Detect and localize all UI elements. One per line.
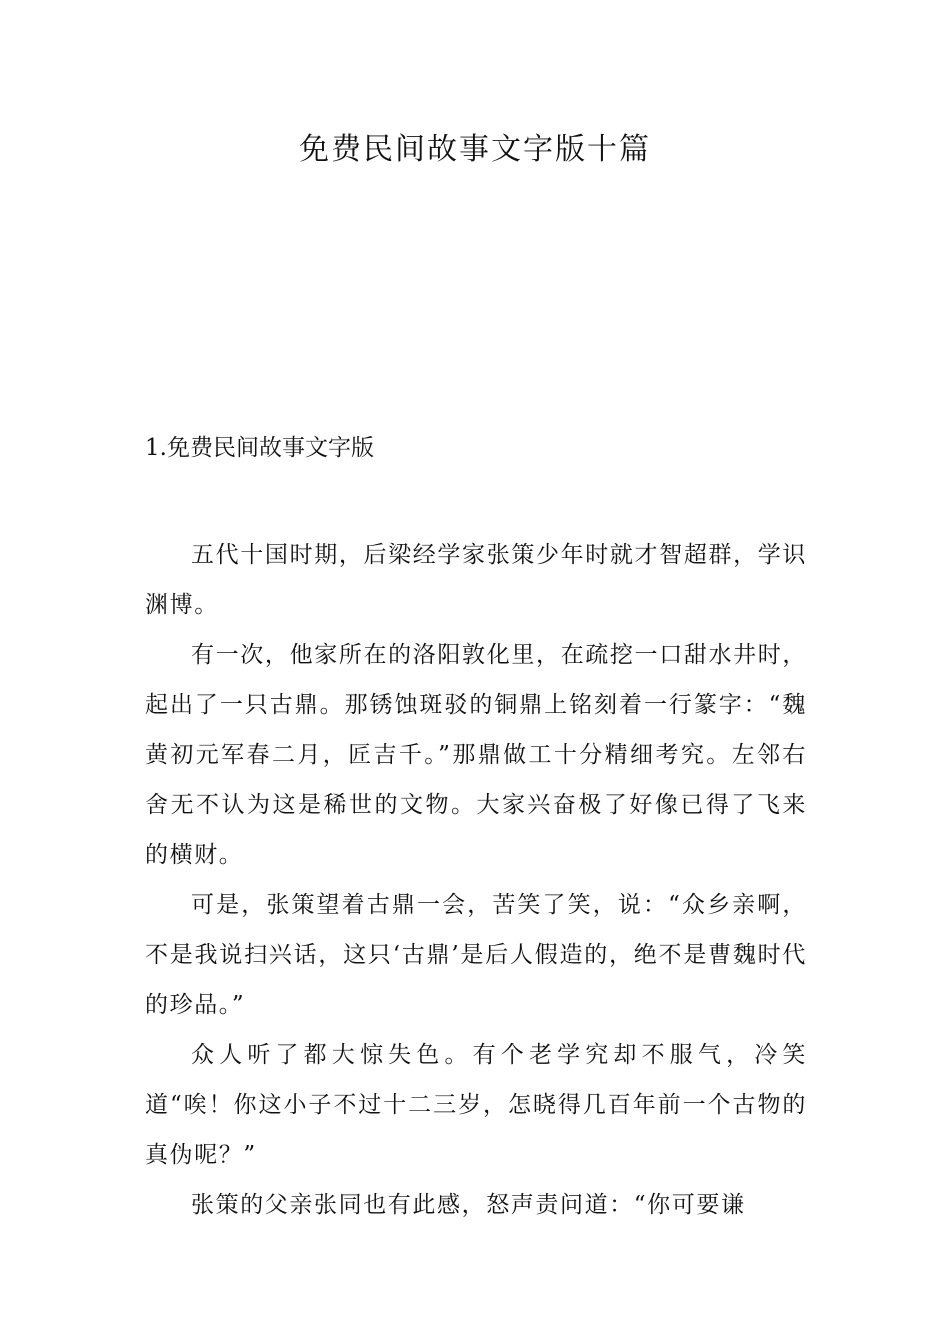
body-text [145, 530, 807, 1230]
paragraph: 众人听了都大惊失色。有个老学究却不服气，冷笑道“唉！你这小子不过十二三岁，怎晓得几百年前一个古物的真伪呢？” [145, 1042, 807, 1168]
paragraph: 五代十国时期，后梁经学家张策少年时就才智超群，学识渊博。 [145, 542, 807, 618]
paragraph: 可是，张策望着古鼎一会，苦笑了笑，说：“众乡亲啊，不是我说扫兴话，这只‘古鼎’是后人假造的，绝不是曹魏时代的珍品。” [145, 892, 807, 1018]
section-heading: 1.免费民间故事文字版 [145, 435, 374, 461]
paragraph: 有一次，他家所在的洛阳敦化里，在疏挖一口甜水井时，起出了一只古鼎。那锈蚀斑驳的铜鼎上铭刻着一行篆字：“魏黄初元军春二月，匠吉千。”那鼎做工十分精细考究。左邻右舍无不认为这是稀世的文物。大家兴奋极了好像已得了飞来的横财。 [145, 642, 807, 868]
paragraph: 张策的父亲张同也有此感，怒声责问道：“你可要谦 [191, 1192, 746, 1218]
document-title: 免费民间故事文字版十篇 [299, 132, 651, 167]
